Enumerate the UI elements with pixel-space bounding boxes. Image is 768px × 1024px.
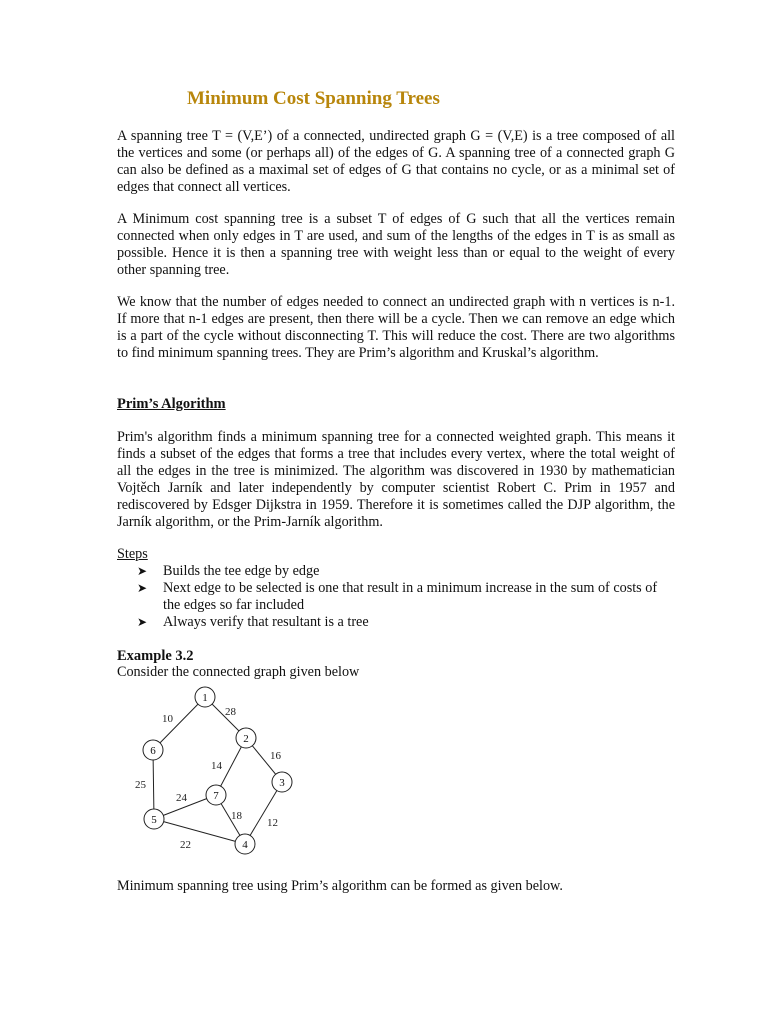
edge-weight-2-3: 16 [270, 750, 281, 762]
edge-5-4 [154, 819, 245, 844]
steps-list [137, 563, 677, 631]
edge-weight-2-7: 14 [211, 760, 222, 772]
page-title: Minimum Cost Spanning Trees [187, 88, 440, 109]
graph-node-label-6: 6 [150, 745, 156, 757]
step-text: Next edge to be selected is one that result in a minimum increase in the sum of costs of the edges so far included [163, 580, 658, 613]
list-item [137, 563, 677, 580]
arrow-bullet-icon: ➤ [137, 581, 148, 595]
arrow-bullet-icon: ➤ [137, 615, 148, 629]
graph-node-label-5: 5 [151, 814, 157, 826]
edge-weight-6-5: 25 [135, 779, 146, 791]
edge-weight-1-2: 28 [225, 706, 236, 718]
edge-weight-5-4: 22 [180, 839, 191, 851]
graph-node-label-4: 4 [242, 839, 248, 851]
graph-node-label-2: 2 [243, 733, 249, 745]
list-item [137, 580, 677, 614]
edge-weight-3-4: 12 [267, 817, 278, 829]
step-text: Builds the tee edge by edge [163, 563, 320, 579]
edge-1-6 [153, 697, 205, 750]
graph-node-label-3: 3 [279, 777, 285, 789]
edge-3-4 [245, 782, 282, 844]
paragraph-spanning-tree: A spanning tree T = (V,E’) of a connected, undirected graph G = (V,E) is a tree composed of all the vertices and some (or perhaps all) of the edges of G. A spanning tree of a connected graph G can also be defined as a maximal set of edges of G that contains no cycle, or as a minimal set of edges that connect all vertices. [117, 128, 675, 195]
step-text: Always verify that resultant is a tree [163, 614, 369, 630]
arrow-bullet-icon: ➤ [137, 564, 148, 578]
example-heading: Example 3.2 [117, 648, 194, 664]
paragraph-prims: Prim's algorithm finds a minimum spanning tree for a connected weighted graph. This means it finds a subset of the edges that forms a tree that includes every vertex, where the total weight of all the edges in the tree is minimized. The algorithm was discovered in 1930 by mathematician Vojtěch Jarník and later independently by computer scientist Robert C. Prim in 1957 and rediscovered by Edsger Dijkstra in 1959. Therefore it is sometimes called the DJP algorithm, the Jarník algorithm, or the Prim-Jarník algorithm. [117, 429, 675, 530]
list-item [137, 614, 677, 631]
prims-heading: Prim’s Algorithm [117, 396, 226, 412]
paragraph-edges-count: We know that the number of edges needed to connect an undirected graph with n vertices is n-1. If more that n-1 edges are present, then there will be a cycle. Then we can remove an edge which is a part of the cycle without disconnecting T. This will reduce the cost. There are two algorithms to find minimum spanning trees. They are Prim’s algorithm and Kruskal’s algorithm. [117, 294, 675, 361]
edge-weight-7-5: 24 [176, 792, 187, 804]
graph-node-label-7: 7 [213, 790, 219, 802]
caption-text: Minimum spanning tree using Prim’s algorithm can be formed as given below. [117, 878, 563, 894]
example-intro: Consider the connected graph given below [117, 664, 360, 680]
graph-diagram [125, 682, 305, 862]
steps-label: Steps [117, 546, 148, 562]
paragraph-minimum-cost: A Minimum cost spanning tree is a subset T of edges of G such that all the vertices remain connected when only edges in T are used, and sum of the lengths of the edges in T is as small as possible. Hence it is then a spanning tree with weight less than or equal to the weight of every other spanning tree. [117, 211, 675, 278]
edge-weight-1-6: 10 [162, 713, 173, 725]
graph-node-label-1: 1 [202, 692, 208, 704]
edge-weight-7-4: 18 [231, 810, 242, 822]
